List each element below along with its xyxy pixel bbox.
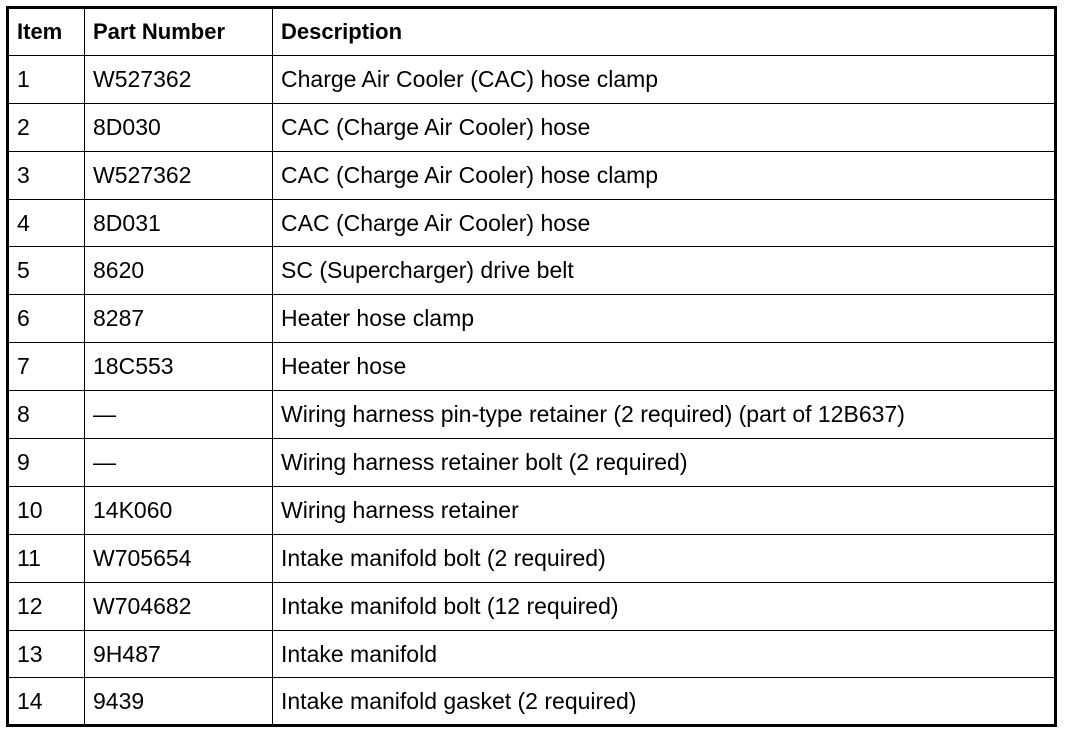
cell-item: 2 xyxy=(8,103,85,151)
cell-item: 7 xyxy=(8,343,85,391)
table-row xyxy=(8,534,1056,582)
cell-description: CAC (Charge Air Cooler) hose xyxy=(273,199,1056,247)
cell-item: 10 xyxy=(8,486,85,534)
table-row xyxy=(8,151,1056,199)
cell-part-number: W704682 xyxy=(85,582,273,630)
cell-item: 1 xyxy=(8,55,85,103)
table-row xyxy=(8,247,1056,295)
cell-item: 11 xyxy=(8,534,85,582)
cell-item: 5 xyxy=(8,247,85,295)
cell-description: Heater hose xyxy=(273,343,1056,391)
cell-item: 3 xyxy=(8,151,85,199)
header-part-number: Part Number xyxy=(85,8,273,56)
table-row xyxy=(8,678,1056,726)
table-row xyxy=(8,55,1056,103)
cell-description: SC (Supercharger) drive belt xyxy=(273,247,1056,295)
cell-item: 12 xyxy=(8,582,85,630)
cell-item: 14 xyxy=(8,678,85,726)
cell-description: Intake manifold bolt (12 required) xyxy=(273,582,1056,630)
cell-description: Wiring harness pin-type retainer (2 required) (part of 12B637) xyxy=(273,391,1056,439)
cell-description: Intake manifold xyxy=(273,630,1056,678)
cell-description: Wiring harness retainer xyxy=(273,486,1056,534)
table-row xyxy=(8,439,1056,487)
header-item: Item xyxy=(8,8,85,56)
cell-part-number: W527362 xyxy=(85,55,273,103)
table-row xyxy=(8,391,1056,439)
header-description: Description xyxy=(273,8,1056,56)
parts-table xyxy=(6,6,1057,727)
cell-item: 9 xyxy=(8,439,85,487)
cell-description: Heater hose clamp xyxy=(273,295,1056,343)
cell-part-number: — xyxy=(85,439,273,487)
cell-part-number: W705654 xyxy=(85,534,273,582)
cell-part-number: — xyxy=(85,391,273,439)
cell-description: Intake manifold gasket (2 required) xyxy=(273,678,1056,726)
cell-part-number: 8620 xyxy=(85,247,273,295)
cell-part-number: 14K060 xyxy=(85,486,273,534)
cell-description: Wiring harness retainer bolt (2 required) xyxy=(273,439,1056,487)
cell-description: Charge Air Cooler (CAC) hose clamp xyxy=(273,55,1056,103)
cell-item: 8 xyxy=(8,391,85,439)
table-row xyxy=(8,582,1056,630)
table-row xyxy=(8,343,1056,391)
cell-part-number: 8D031 xyxy=(85,199,273,247)
cell-part-number: 18C553 xyxy=(85,343,273,391)
cell-part-number: 9439 xyxy=(85,678,273,726)
cell-part-number: W527362 xyxy=(85,151,273,199)
table-row xyxy=(8,630,1056,678)
header-row xyxy=(8,8,1056,56)
table-row xyxy=(8,486,1056,534)
cell-description: CAC (Charge Air Cooler) hose xyxy=(273,103,1056,151)
table-header xyxy=(8,8,1056,56)
cell-item: 6 xyxy=(8,295,85,343)
cell-item: 4 xyxy=(8,199,85,247)
table-row xyxy=(8,295,1056,343)
cell-part-number: 8287 xyxy=(85,295,273,343)
cell-part-number: 8D030 xyxy=(85,103,273,151)
table-row xyxy=(8,103,1056,151)
cell-description: CAC (Charge Air Cooler) hose clamp xyxy=(273,151,1056,199)
cell-item: 13 xyxy=(8,630,85,678)
cell-description: Intake manifold bolt (2 required) xyxy=(273,534,1056,582)
table-body xyxy=(8,55,1056,725)
cell-part-number: 9H487 xyxy=(85,630,273,678)
table-row xyxy=(8,199,1056,247)
